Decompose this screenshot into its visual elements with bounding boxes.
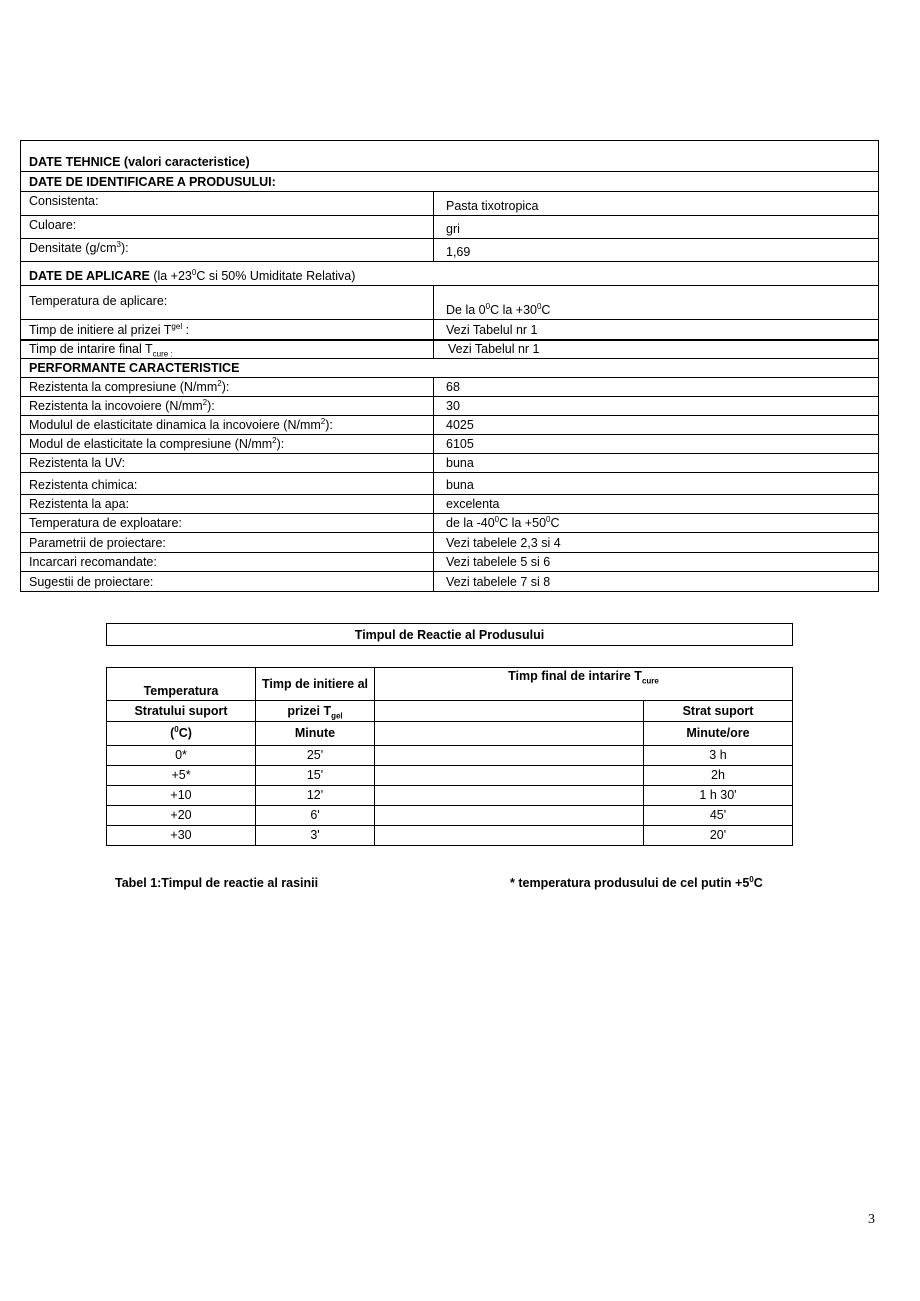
table-row	[21, 216, 879, 239]
cure-time-cell: 45'	[644, 806, 793, 826]
cure-time-cell: 3 h	[644, 746, 793, 766]
table-row	[107, 806, 793, 826]
row-value: Vezi tabelele 5 si 6	[434, 553, 879, 572]
gel-time-cell: 25'	[256, 746, 375, 766]
cure-time-cell: 2h	[644, 766, 793, 786]
empty-cell	[375, 722, 644, 746]
table-row	[21, 454, 879, 473]
row-label: Modulul de elasticitate dinamica la incovoiere $(N/mm^2)$:	[21, 416, 434, 435]
empty-cell	[375, 701, 644, 722]
row-label: Culoare:	[21, 216, 434, 239]
header-unit-minutes: Minute	[256, 722, 375, 746]
row-label: Incarcari recomandate:	[21, 553, 434, 572]
technical-data-table	[20, 140, 879, 592]
table-row	[21, 553, 879, 572]
header-substrate: Stratului suport	[107, 701, 256, 722]
table-title: DATE TEHNICE (valori caracteristice)	[21, 141, 879, 172]
reaction-time-table	[106, 667, 793, 846]
table-row	[21, 397, 879, 416]
reaction-table-title: Timpul de Reactie al Produsului	[106, 623, 793, 646]
gel-time-cell: 3'	[256, 826, 375, 846]
gel-time-cell: 12'	[256, 786, 375, 806]
row-value: buna	[434, 473, 879, 495]
header-gel-time: Timp de initiere al	[256, 668, 375, 701]
table-row	[107, 766, 793, 786]
table-row	[21, 514, 879, 533]
table-row	[21, 495, 879, 514]
table-row	[21, 435, 879, 454]
header-unit-minutes-hours: Minute/ore	[644, 722, 793, 746]
cure-time-cell: 20'	[644, 826, 793, 846]
temperature-cell: 0*	[107, 746, 256, 766]
gel-time-cell: 6'	[256, 806, 375, 826]
row-label: Sugestii de proiectare:	[21, 572, 434, 592]
empty-cell	[375, 786, 644, 806]
row-label: Densitate $(g/cm^3)$:	[21, 239, 434, 262]
table-row	[21, 286, 879, 320]
cure-time-cell: 1 h 30'	[644, 786, 793, 806]
header-cure-time: Timp final de intarire $T_{cure}$	[375, 668, 793, 701]
table-row	[107, 786, 793, 806]
section-performance: PERFORMANTE CARACTERISTICE	[21, 359, 879, 378]
empty-cell	[375, 826, 644, 846]
table-row	[21, 192, 879, 216]
row-label: Rezistenta la compresiune $(N/mm^2)$:	[21, 378, 434, 397]
table-row	[21, 572, 879, 592]
table-row	[107, 746, 793, 766]
table-row	[21, 378, 879, 397]
header-temperature: Temperatura	[107, 668, 256, 701]
row-label: Consistenta:	[21, 192, 434, 216]
row-label: Timp de initiere al prizei $T^{gel}$ :	[21, 320, 434, 340]
row-value: Vezi Tabelul nr 1	[434, 320, 879, 340]
table-row	[21, 320, 879, 340]
row-value: gri	[434, 216, 879, 239]
row-value: Pasta tixotropica	[434, 192, 879, 216]
row-value: Vezi tabelele 2,3 si 4	[434, 533, 879, 553]
row-label: Parametrii de proiectare:	[21, 533, 434, 553]
row-label: Modul de elasticitate la compresiune $(N/mm^2)$:	[21, 435, 434, 454]
table-row	[21, 473, 879, 495]
temperature-cell: +20	[107, 806, 256, 826]
gel-time-cell: 15'	[256, 766, 375, 786]
row-label: Temperatura de aplicare:	[21, 286, 434, 320]
table-row	[21, 340, 879, 359]
empty-cell	[375, 806, 644, 826]
empty-cell	[375, 766, 644, 786]
temperature-cell: +5*	[107, 766, 256, 786]
table-row	[21, 533, 879, 553]
row-value: Vezi tabelele 7 si 8	[434, 572, 879, 592]
section-application: DATE DE APLICARE ($la +23^0C$ si 50% Umiditate Relativa)	[21, 262, 879, 286]
empty-cell	[375, 746, 644, 766]
row-value: buna	[434, 454, 879, 473]
row-value: 68	[434, 378, 879, 397]
row-label: Temperatura de exploatare:	[21, 514, 434, 533]
row-label: Rezistenta chimica:	[21, 473, 434, 495]
temperature-cell: +10	[107, 786, 256, 806]
row-value: 6105	[434, 435, 879, 454]
header-strat-suport: Strat suport	[644, 701, 793, 722]
table-row	[21, 416, 879, 435]
row-value: excelenta	[434, 495, 879, 514]
row-value: Vezi Tabelul nr 1	[434, 340, 879, 359]
row-value: 4025	[434, 416, 879, 435]
row-value: de la $-40^0C$ la $+50^0C$	[434, 514, 879, 533]
header-unit-celsius: ($^0$C)	[107, 722, 256, 746]
row-label: Timp de intarire final $T_{cure :}$	[21, 340, 434, 359]
temperature-cell: +30	[107, 826, 256, 846]
row-value: De la $0^0C$ la $+30^0C$	[434, 286, 879, 320]
table-row	[21, 239, 879, 262]
section-identification: DATE DE IDENTIFICARE A PRODUSULUI:	[21, 172, 879, 192]
row-label: Rezistenta la incovoiere $(N/mm^2)$:	[21, 397, 434, 416]
row-value: 1,69	[434, 239, 879, 262]
row-label: Rezistenta la apa:	[21, 495, 434, 514]
row-value: 30	[434, 397, 879, 416]
table-caption: Tabel 1:Timpul de reactie al rasinii	[115, 876, 319, 890]
table-note: * temperatura produsului de cel putin $+5^0C$	[510, 874, 763, 890]
row-label: Rezistenta la UV:	[21, 454, 434, 473]
table-row	[107, 826, 793, 846]
page-number: 3	[868, 1212, 875, 1227]
header-gel-symbol: prizei $T_{gel}$	[256, 701, 375, 722]
